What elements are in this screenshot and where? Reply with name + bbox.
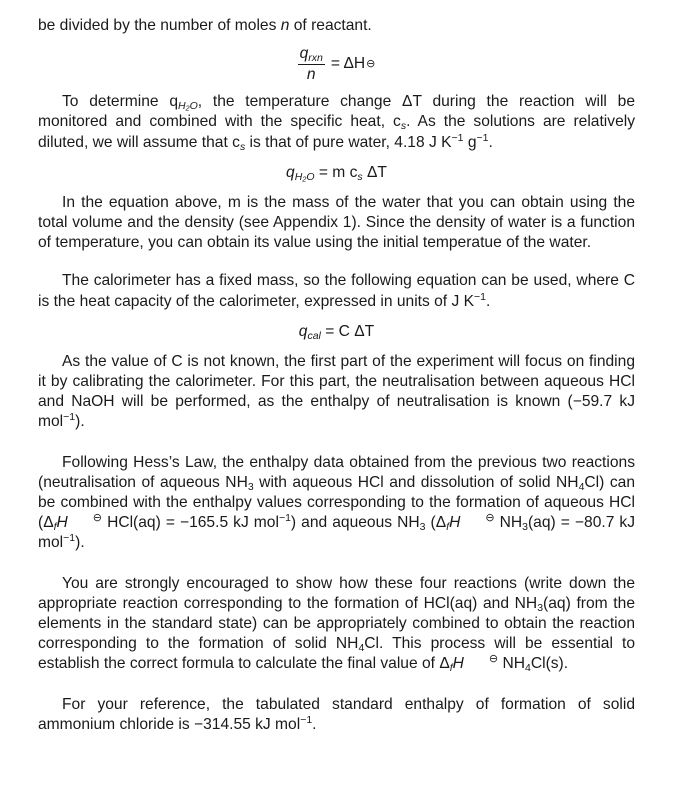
document-page	[38, 16, 635, 735]
paragraph-encouragement: You are strongly encouraged to show how these four reactions (write down the appropriate reaction corresponding to the formation of HCl(aq) and $NH_3(aq)$ from the elements in the standard state) can be appropriately combined to obtain the reaction corresponding to the formation of solid $NH_4Cl$. This process will be essential to establish the correct formula to calculate the final value of $\Delta_fH$ ⊖ $NH_4Cl(s)$.	[38, 574, 635, 675]
equation-heat-water: $q_{H_2O} = m$ $c_s$ ΔT	[286, 163, 387, 183]
paragraph-calorimeter-mass: The calorimeter has a fixed mass, so the following equation can be used, where C is the heat capacity of the calorimeter, expressed in units of J $K^{-1}$.	[38, 272, 635, 310]
paragraph-water-mass: In the equation above, m is the mass of the water that you can obtain using the total volume and the density (see Appendix 1). Since the density of water is a function of temperature, you can obtain its value using the initial temperatue of the water.	[38, 193, 635, 252]
equation-rhs: = ΔH	[330, 55, 366, 73]
paragraph-hess-law: Following Hess’s Law, the enthalpy data obtained from the previous two reactions (neutralisation of aqueous $NH_3$ with aqueous HCl and dissolution of solid $NH_4Cl$) can be combined with the enthalpy values corresponding to the formation of aqueous HCl ($\Delta_fH$ ⊖ HCl(aq) = −165.5 kJ mol$^{-1}$) and aqueous $NH_3$ ($\Delta_fH$ ⊖ $NH_3(aq) = -80.7$ kJ mol$^{-1}$).	[38, 453, 636, 552]
equation-heat-calorimeter: $q_{cal} = C$ ΔT	[298, 322, 375, 342]
equation-molar-enthalpy: $\frac{q_{rxn}}{n}$ = ΔH ⊖	[299, 44, 376, 83]
text-line-reactant-moles: be divided by the number of moles n of reactant.	[38, 17, 372, 34]
paragraph-temperature-change: To determine $q_{H_2O}$, the temperature change ΔT during the reaction will be monitored and combined with the specific heat, $c_s$. As the solutions are relatively diluted, we will assume that $c_s$ is that of pure water, 4.18 J $K^{-1}$ $g^{-1}$.	[38, 93, 636, 153]
fraction-q-rxn-over-n: $\frac{q_{rxn}}{n}$	[299, 44, 323, 83]
paragraph-reference-value: For your reference, the tabulated standard enthalpy of formation of solid ammonium chloride is −314.55 kJ mol$^{-1}$.	[38, 695, 635, 733]
paragraph-calibration: As the value of C is not known, the first part of the experiment will focus on finding it by calibrating the calorimeter. For this part, the neutralisation between aqueous HCl and NaOH will be performed, as the enthalpy of neutralisation is known (−59.7 kJ mol$^{-1}$).	[38, 352, 635, 431]
